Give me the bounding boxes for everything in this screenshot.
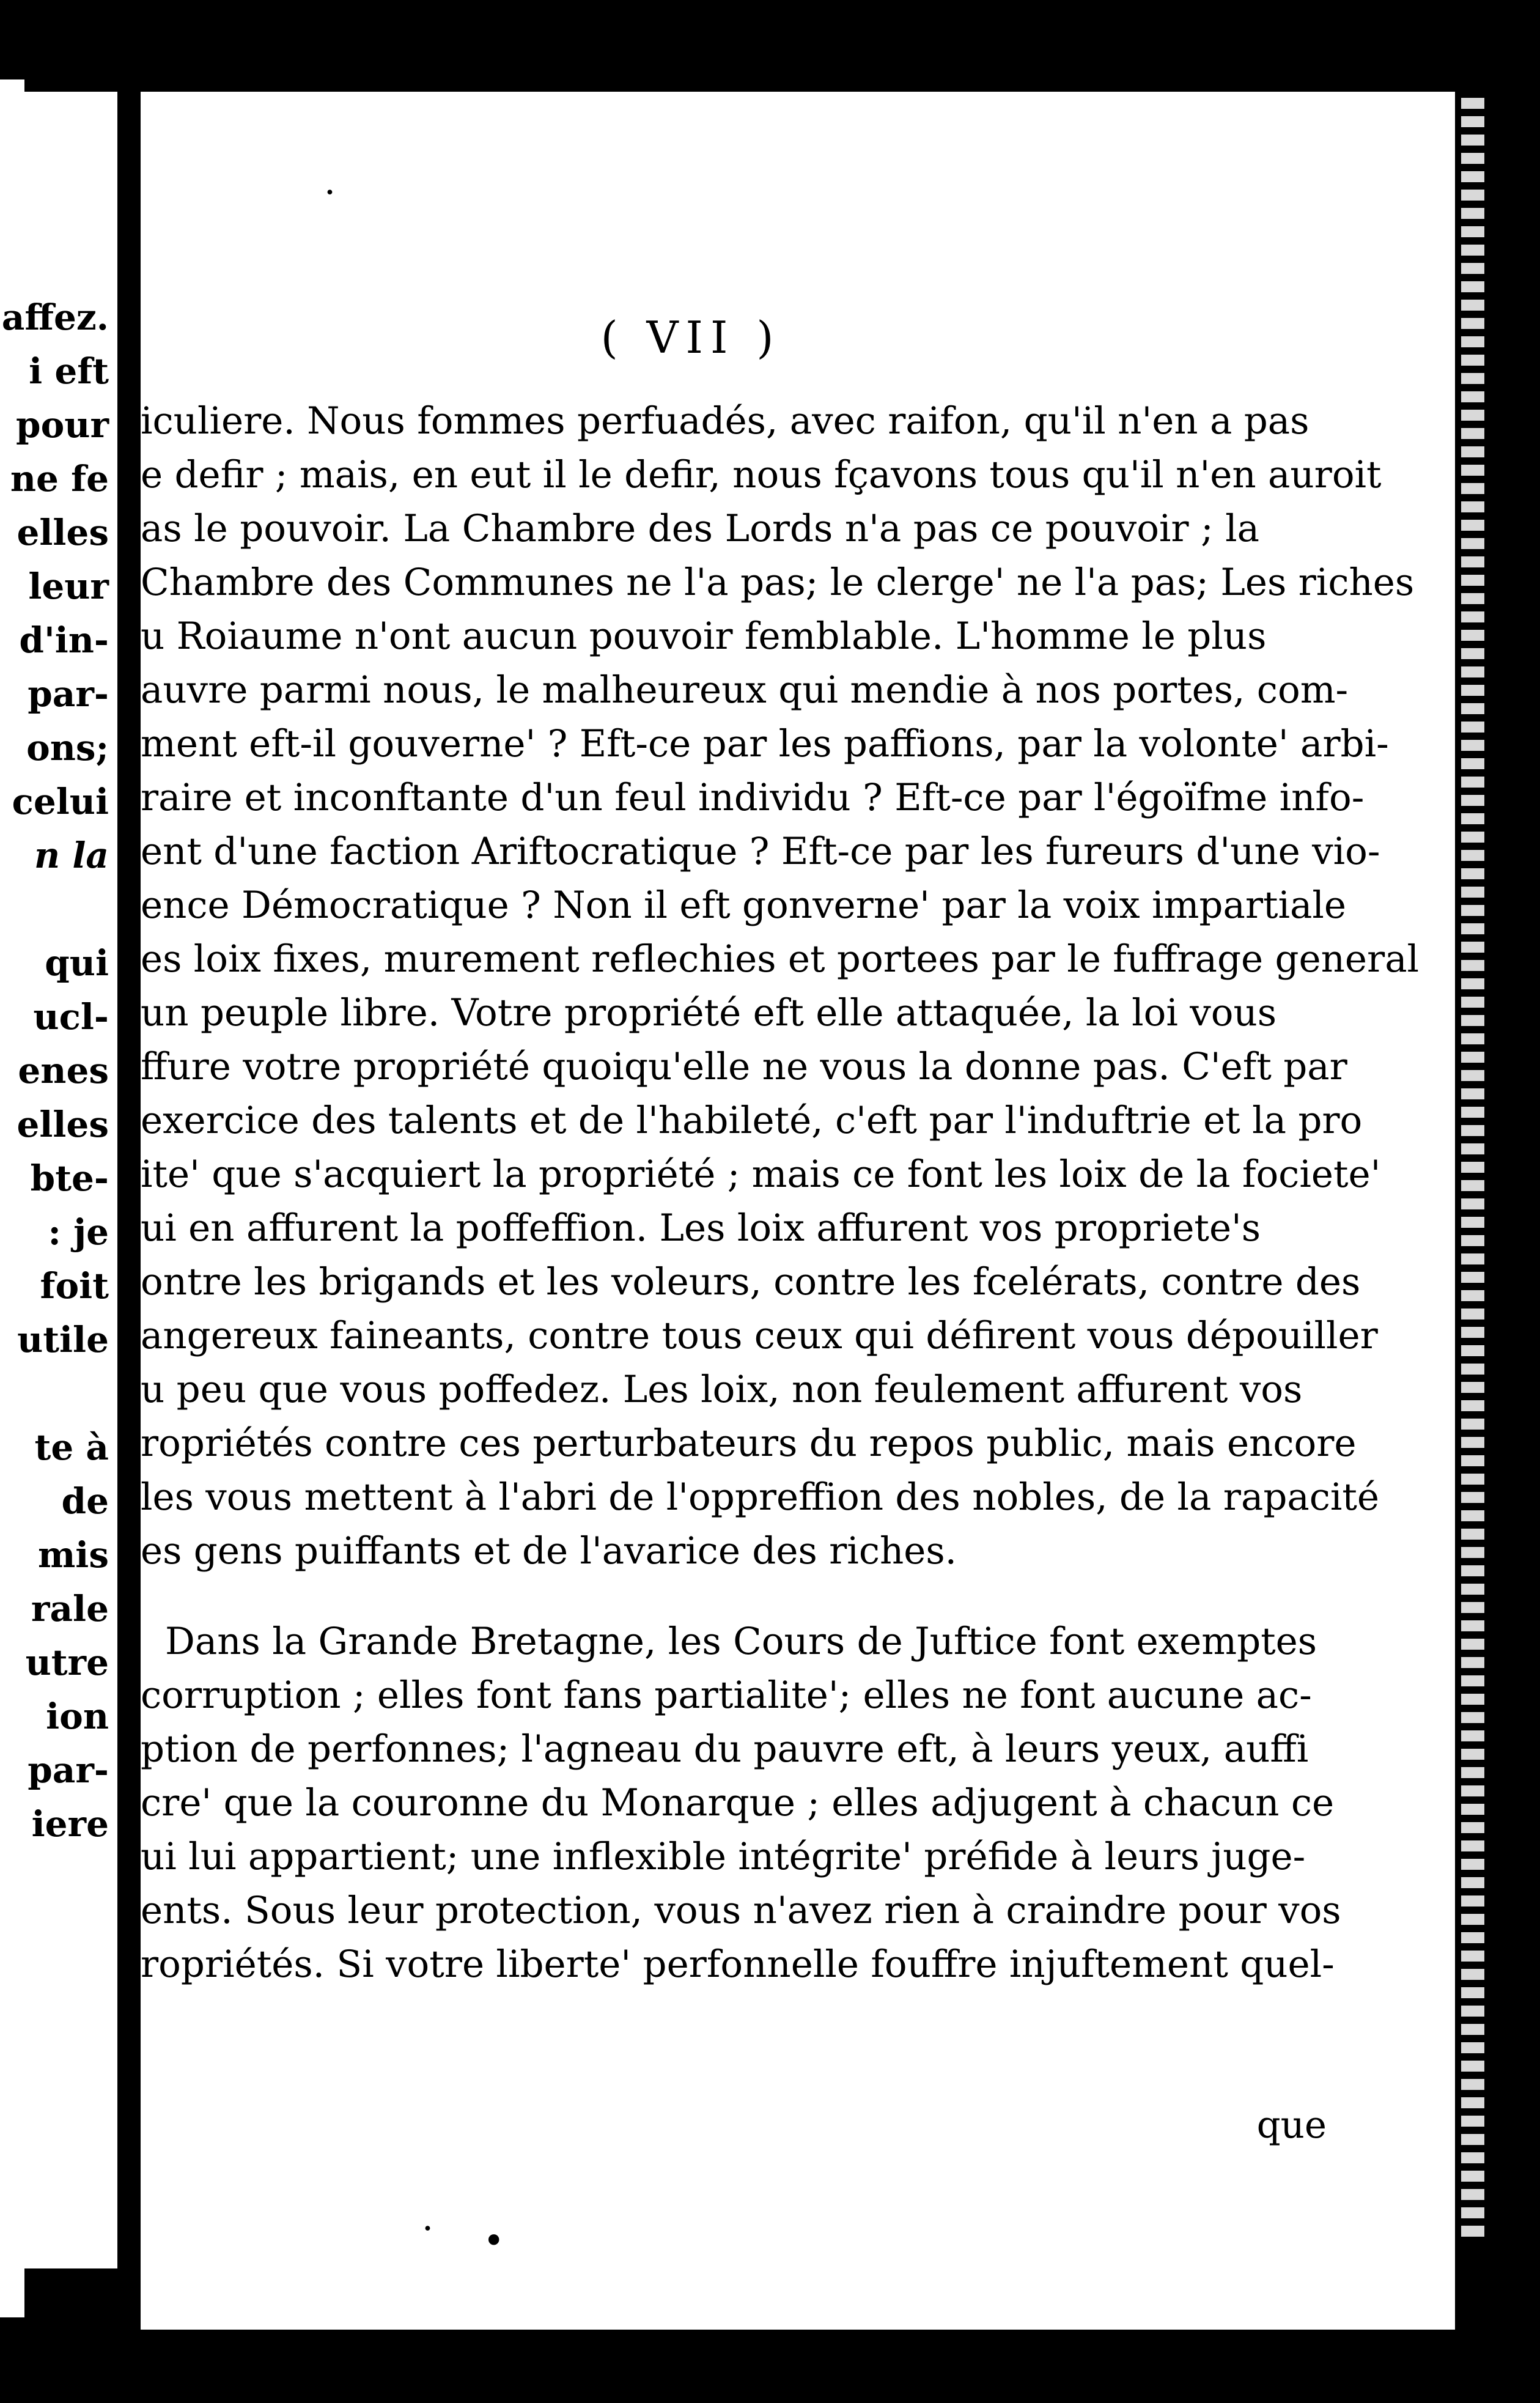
facing-page-line: foit xyxy=(40,1265,109,1307)
facing-page-line: par- xyxy=(28,673,109,715)
facing-page-line: utre xyxy=(25,1642,109,1683)
facing-page-line: te à xyxy=(34,1427,109,1468)
text-line: ption de perfonnes; l'agneau du pauvre eft, à leurs yeux, auffi xyxy=(141,1727,1309,1771)
scan-right-border xyxy=(1455,0,1540,2403)
text-line: es loix fixes, murement reflechies et portees par le fuffrage general xyxy=(141,937,1420,981)
scan-top-border xyxy=(0,0,1540,92)
page-gutter xyxy=(117,0,141,2403)
text-line: ence Démocratique ? Non il eft gonverne' par la voix impartiale xyxy=(141,884,1346,927)
text-line: iculiere. Nous fommes perfuadés, avec raifon, qu'il n'en a pas xyxy=(141,399,1310,443)
facing-page-line: mis xyxy=(37,1534,109,1576)
facing-page-line: ons; xyxy=(26,727,109,769)
text-line: ents. Sous leur protection, vous n'avez rien à craindre pour vos xyxy=(141,1889,1341,1932)
text-line: ent d'une faction Ariftocratique ? Eft-ce par les fureurs d'une vio- xyxy=(141,830,1380,873)
text-line: es gens puiffants et de l'avarice des riches. xyxy=(141,1529,957,1573)
scan-speck: · xyxy=(324,171,336,214)
text-line: e defir ; mais, en eut il le defir, nous fçavons tous qu'il n'en auroit xyxy=(141,453,1382,496)
facing-page-line: iere xyxy=(31,1803,109,1845)
text-line: les vous mettent à l'abri de l'oppreffion des nobles, de la rapacité xyxy=(141,1475,1380,1519)
text-line: as le pouvoir. La Chambre des Lords n'a pas ce pouvoir ; la xyxy=(141,507,1259,550)
text-line: auvre parmi nous, le malheureux qui mendie à nos portes, com- xyxy=(141,668,1349,712)
facing-page-line: bte- xyxy=(30,1157,109,1199)
catchword: que xyxy=(1256,2103,1327,2147)
text-line: u Roiaume n'ont aucun pouvoir femblable. L'homme le plus xyxy=(141,615,1267,658)
scan-bottom-border xyxy=(0,2330,1540,2403)
text-line: ui en affurent la poffeffion. Les loix affurent vos propriete's xyxy=(141,1206,1261,1250)
text-line: ontre les brigands et les voleurs, contre les fcelérats, contre des xyxy=(141,1260,1361,1304)
facing-page-line: ion xyxy=(46,1696,109,1737)
facing-page-line: i eft xyxy=(29,350,109,392)
facing-page-line: qui xyxy=(45,942,109,984)
text-line: Chambre des Communes ne l'a pas; le clerge' ne l'a pas; Les riches xyxy=(141,561,1415,604)
text-line: ropriétés contre ces perturbateurs du repos public, mais encore xyxy=(141,1422,1357,1465)
text-line: ffure votre propriété quoiqu'elle ne vous la donne pas. C'eft par xyxy=(141,1045,1347,1088)
facing-page-line: d'in- xyxy=(19,619,109,661)
facing-page-line: enes xyxy=(18,1050,109,1091)
facing-page-line: elles xyxy=(17,1104,109,1145)
text-line: raire et inconftante d'un feul individu ? Eft-ce par l'égoïfme info- xyxy=(141,776,1365,819)
facing-page-fragment xyxy=(0,92,117,2268)
paragraph-gap xyxy=(141,1578,1259,1615)
text-line: un peuple libre. Votre propriété eft elle attaquée, la loi vous xyxy=(141,991,1277,1035)
facing-page-line: par- xyxy=(28,1749,109,1791)
facing-page-line: de xyxy=(61,1480,109,1522)
facing-page-line: : je xyxy=(48,1211,109,1253)
facing-page-line: leur xyxy=(28,566,109,607)
facing-page-line: affez. xyxy=(1,297,109,338)
scan-speck: · xyxy=(422,2207,434,2250)
facing-page-line: utile xyxy=(17,1319,109,1360)
book-page xyxy=(141,92,1455,2330)
facing-page-line: n la xyxy=(34,835,109,876)
text-line: angereux faineants, contre tous ceux qui défirent vous dépouiller xyxy=(141,1314,1378,1357)
text-line: ropriétés. Si votre liberte' perfonnelle fouffre injuftement quel- xyxy=(141,1943,1335,1986)
text-line: exercice des talents et de l'habileté, c'eft par l'induftrie et la pro xyxy=(141,1099,1363,1142)
facing-page-line: ucl- xyxy=(33,996,109,1038)
facing-page-line: ne fe xyxy=(10,458,109,500)
facing-page-line: celui xyxy=(12,781,109,822)
text-line: cre' que la couronne du Monarque ; elles adjugent à chacun ce xyxy=(141,1781,1335,1825)
text-line: Dans la Grande Bretagne, les Cours de Juftice font exemptes xyxy=(165,1620,1317,1663)
text-line: u peu que vous poffedez. Les loix, non feulement affurent vos xyxy=(141,1368,1303,1411)
page-number-header: ( VII ) xyxy=(600,312,781,363)
page-body xyxy=(141,394,1420,1991)
scan-right-edge-artifact xyxy=(1461,98,1484,2238)
text-line: ment eft-il gouverne' ? Eft-ce par les paffions, par la volonte' arbi- xyxy=(141,722,1389,766)
facing-page-line: elles xyxy=(17,512,109,553)
text-line: ui lui appartient; une inflexible intégrite' préfide à leurs juge- xyxy=(141,1835,1306,1878)
text-line: corruption ; elles font fans partialite'; elles ne font aucune ac- xyxy=(141,1674,1312,1717)
scan-speck: • xyxy=(483,2220,505,2262)
facing-page-line: rale xyxy=(31,1588,109,1630)
facing-page-line: pour xyxy=(16,404,109,446)
text-line: ite' que s'acquiert la propriété ; mais ce font les loix de la fociete' xyxy=(141,1153,1381,1196)
